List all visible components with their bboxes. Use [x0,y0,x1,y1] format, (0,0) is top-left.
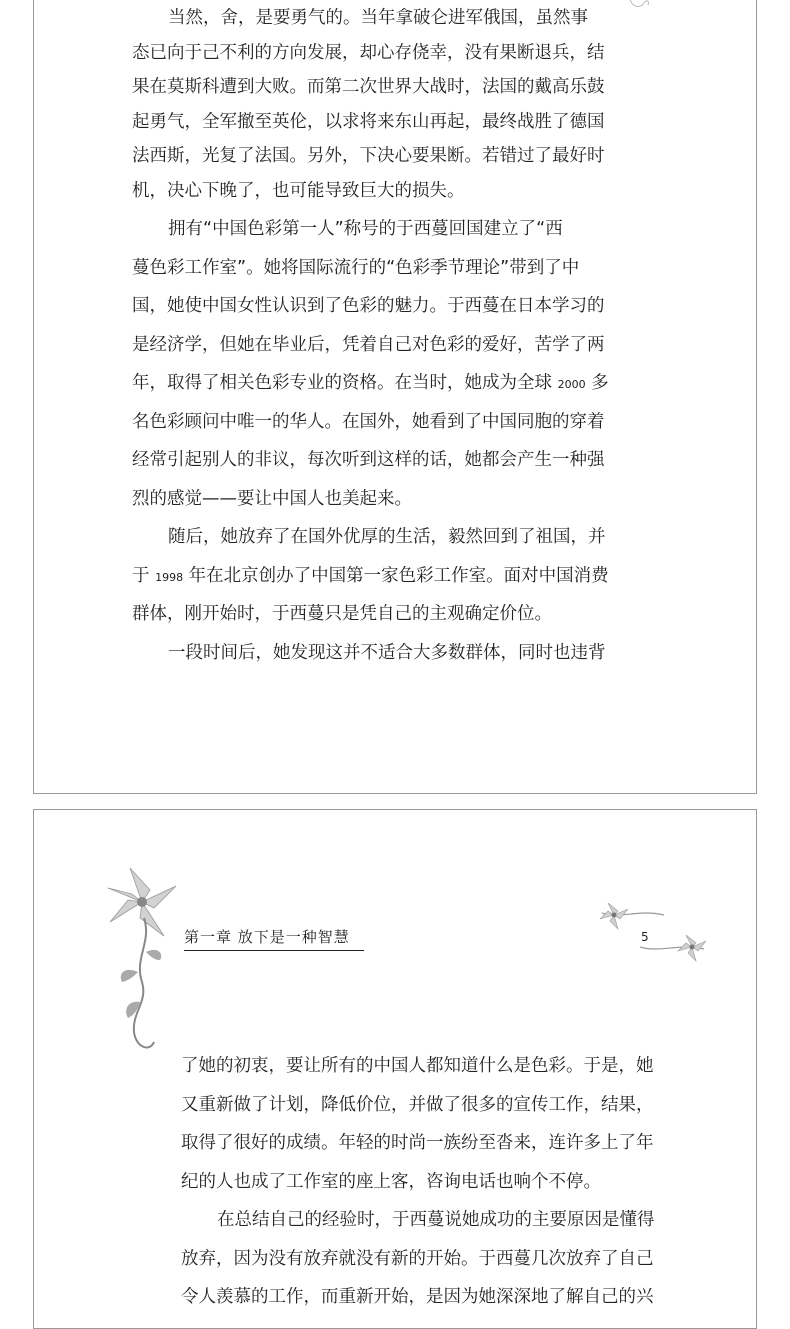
flower-vine-icon [104,862,184,1062]
text-line: 果在莫斯科遭到大败。而第二次世界大战时，法国的戴高乐鼓 [132,77,605,97]
flower-vine-ornament-icon [600,903,710,963]
book-page-bottom [33,809,757,1329]
text-line: 一段时间后，她发现这并不适合大多数群体，同时也违背 [168,642,606,663]
text-line: 是经济学，但她在毕业后，凭着自己对色彩的爱好，苦学了两 [132,334,605,355]
text-line [132,366,614,401]
text-line: 烈的感觉——要让中国人也美起来。 [132,488,412,509]
text-line: 态已向于己不利的方向发展，却心存侥幸，没有果断退兵，结 [132,42,605,63]
text-line: 经常引起别人的非议，每次听到这样的话，她都会产生一种强 [132,450,605,470]
chapter-header: 第一章 放下是一种智慧 [184,926,364,951]
page-one-body [132,1,614,670]
text-line: 群体，刚开始时，于西蔓只是凭自己的主观确定价位。 [132,604,552,624]
text-line: 又重新做了计划，降低价位，并做了很多的宣传工作，结果， [181,1094,654,1115]
text-line: 在总结自己的经验时，于西蔓说她成功的主要原因是懂得 [217,1210,655,1230]
text-line: 纪的人也成了工作室的座上客，咨询电话也响个不停。 [181,1171,601,1192]
text-segment: 多 [591,373,609,393]
number-segment: 2000 [557,378,586,391]
number-segment: 1998 [155,570,184,584]
text-line [132,559,614,594]
text-line: 名色彩顾问中唯一的华人。在国外，她看到了中国同胞的穿着 [132,411,605,432]
page-two-body [181,1047,663,1317]
text-line: 法西斯，光复了法国。另外，下决心要果断。若错过了最好时 [132,146,605,166]
text-line: 起勇气，全军撤至英伦，以求将来东山再起，最终战胜了德国 [132,111,605,132]
text-line: 机，决心下晚了，也可能导致巨大的损失。 [132,180,465,201]
text-line: 随后，她放弃了在国外优厚的生活，毅然回到了祖国，并 [168,527,606,547]
text-line: 蔓色彩工作室”。她将国际流行的“色彩季节理论”带到了中 [132,257,580,278]
text-line: 放弃，因为没有放弃就没有新的开始。于西蔓几次放弃了自己 [181,1248,654,1269]
text-segment: 年，取得了相关色彩专业的资格。在当时，她成为全球 [132,373,552,393]
text-line: 当然，舍，是要勇气的。当年拿破仑进军俄国，虽然事 [168,8,588,28]
text-line: 令人羡慕的工作，而重新开始，是因为她深深地了解自己的兴 [181,1287,654,1307]
book-page-top [33,0,757,794]
text-segment: 于 [132,565,150,586]
text-line: 取得了很好的成绩。年轻的时尚一族纷至沓来，连许多上了年 [181,1133,654,1153]
text-line: 国，她使中国女性认识到了色彩的魅力。于西蔓在日本学习的 [132,296,605,316]
text-line: 了她的初衷，要让所有的中国人都知道什么是色彩。于是，她 [181,1056,654,1076]
vine-flourish-icon [626,0,656,13]
page-number: 5 [641,930,649,944]
text-line: 拥有“中国色彩第一人”称号的于西蔓回国建立了“西 [168,219,563,239]
text-segment: 年在北京创办了中国第一家色彩工作室。面对中国消费 [188,565,609,586]
